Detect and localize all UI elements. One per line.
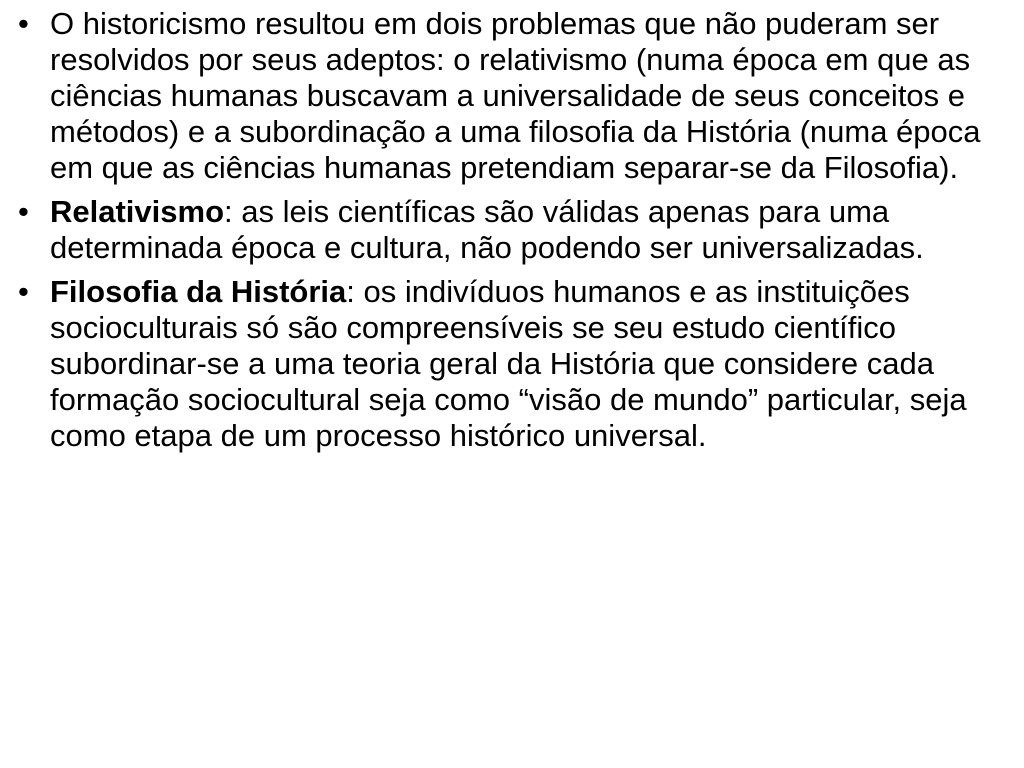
- bullet-term: Relativismo: [50, 194, 225, 229]
- bullet-icon: •: [18, 274, 29, 309]
- bullet-icon: •: [18, 6, 29, 41]
- bullet-text: : os indivíduos humanos e as instituições socioculturais só são compreensíveis se seu estudo científico subordinar-se a uma teoria geral da História que considere cada formação sociocultural seja como “visão de mundo” particular, seja como etapa de um processo histórico universal.: [50, 274, 967, 453]
- bullet-text: O historicismo resultou em dois problemas que não puderam ser resolvidos por seus adeptos: o relativismo (numa época em que as ciências humanas buscavam a universalidade de seus conceitos e métodos) e a subordinação a uma filosofia da História (numa época em que as ciências humanas pretendiam separar-se da Filosofia).: [50, 6, 981, 185]
- bullet-list: [0, 6, 1024, 462]
- bullet-item-filosofia-da-historia: [0, 274, 1024, 454]
- bullet-item-historicismo: [0, 6, 1024, 186]
- bullet-term: Filosofia da História: [50, 274, 347, 309]
- bullet-item-relativismo: [0, 194, 1024, 266]
- bullet-icon: •: [18, 194, 29, 229]
- bullet-text: : as leis científicas são válidas apenas para uma determinada época e cultura, não podendo ser universalizadas.: [50, 194, 924, 265]
